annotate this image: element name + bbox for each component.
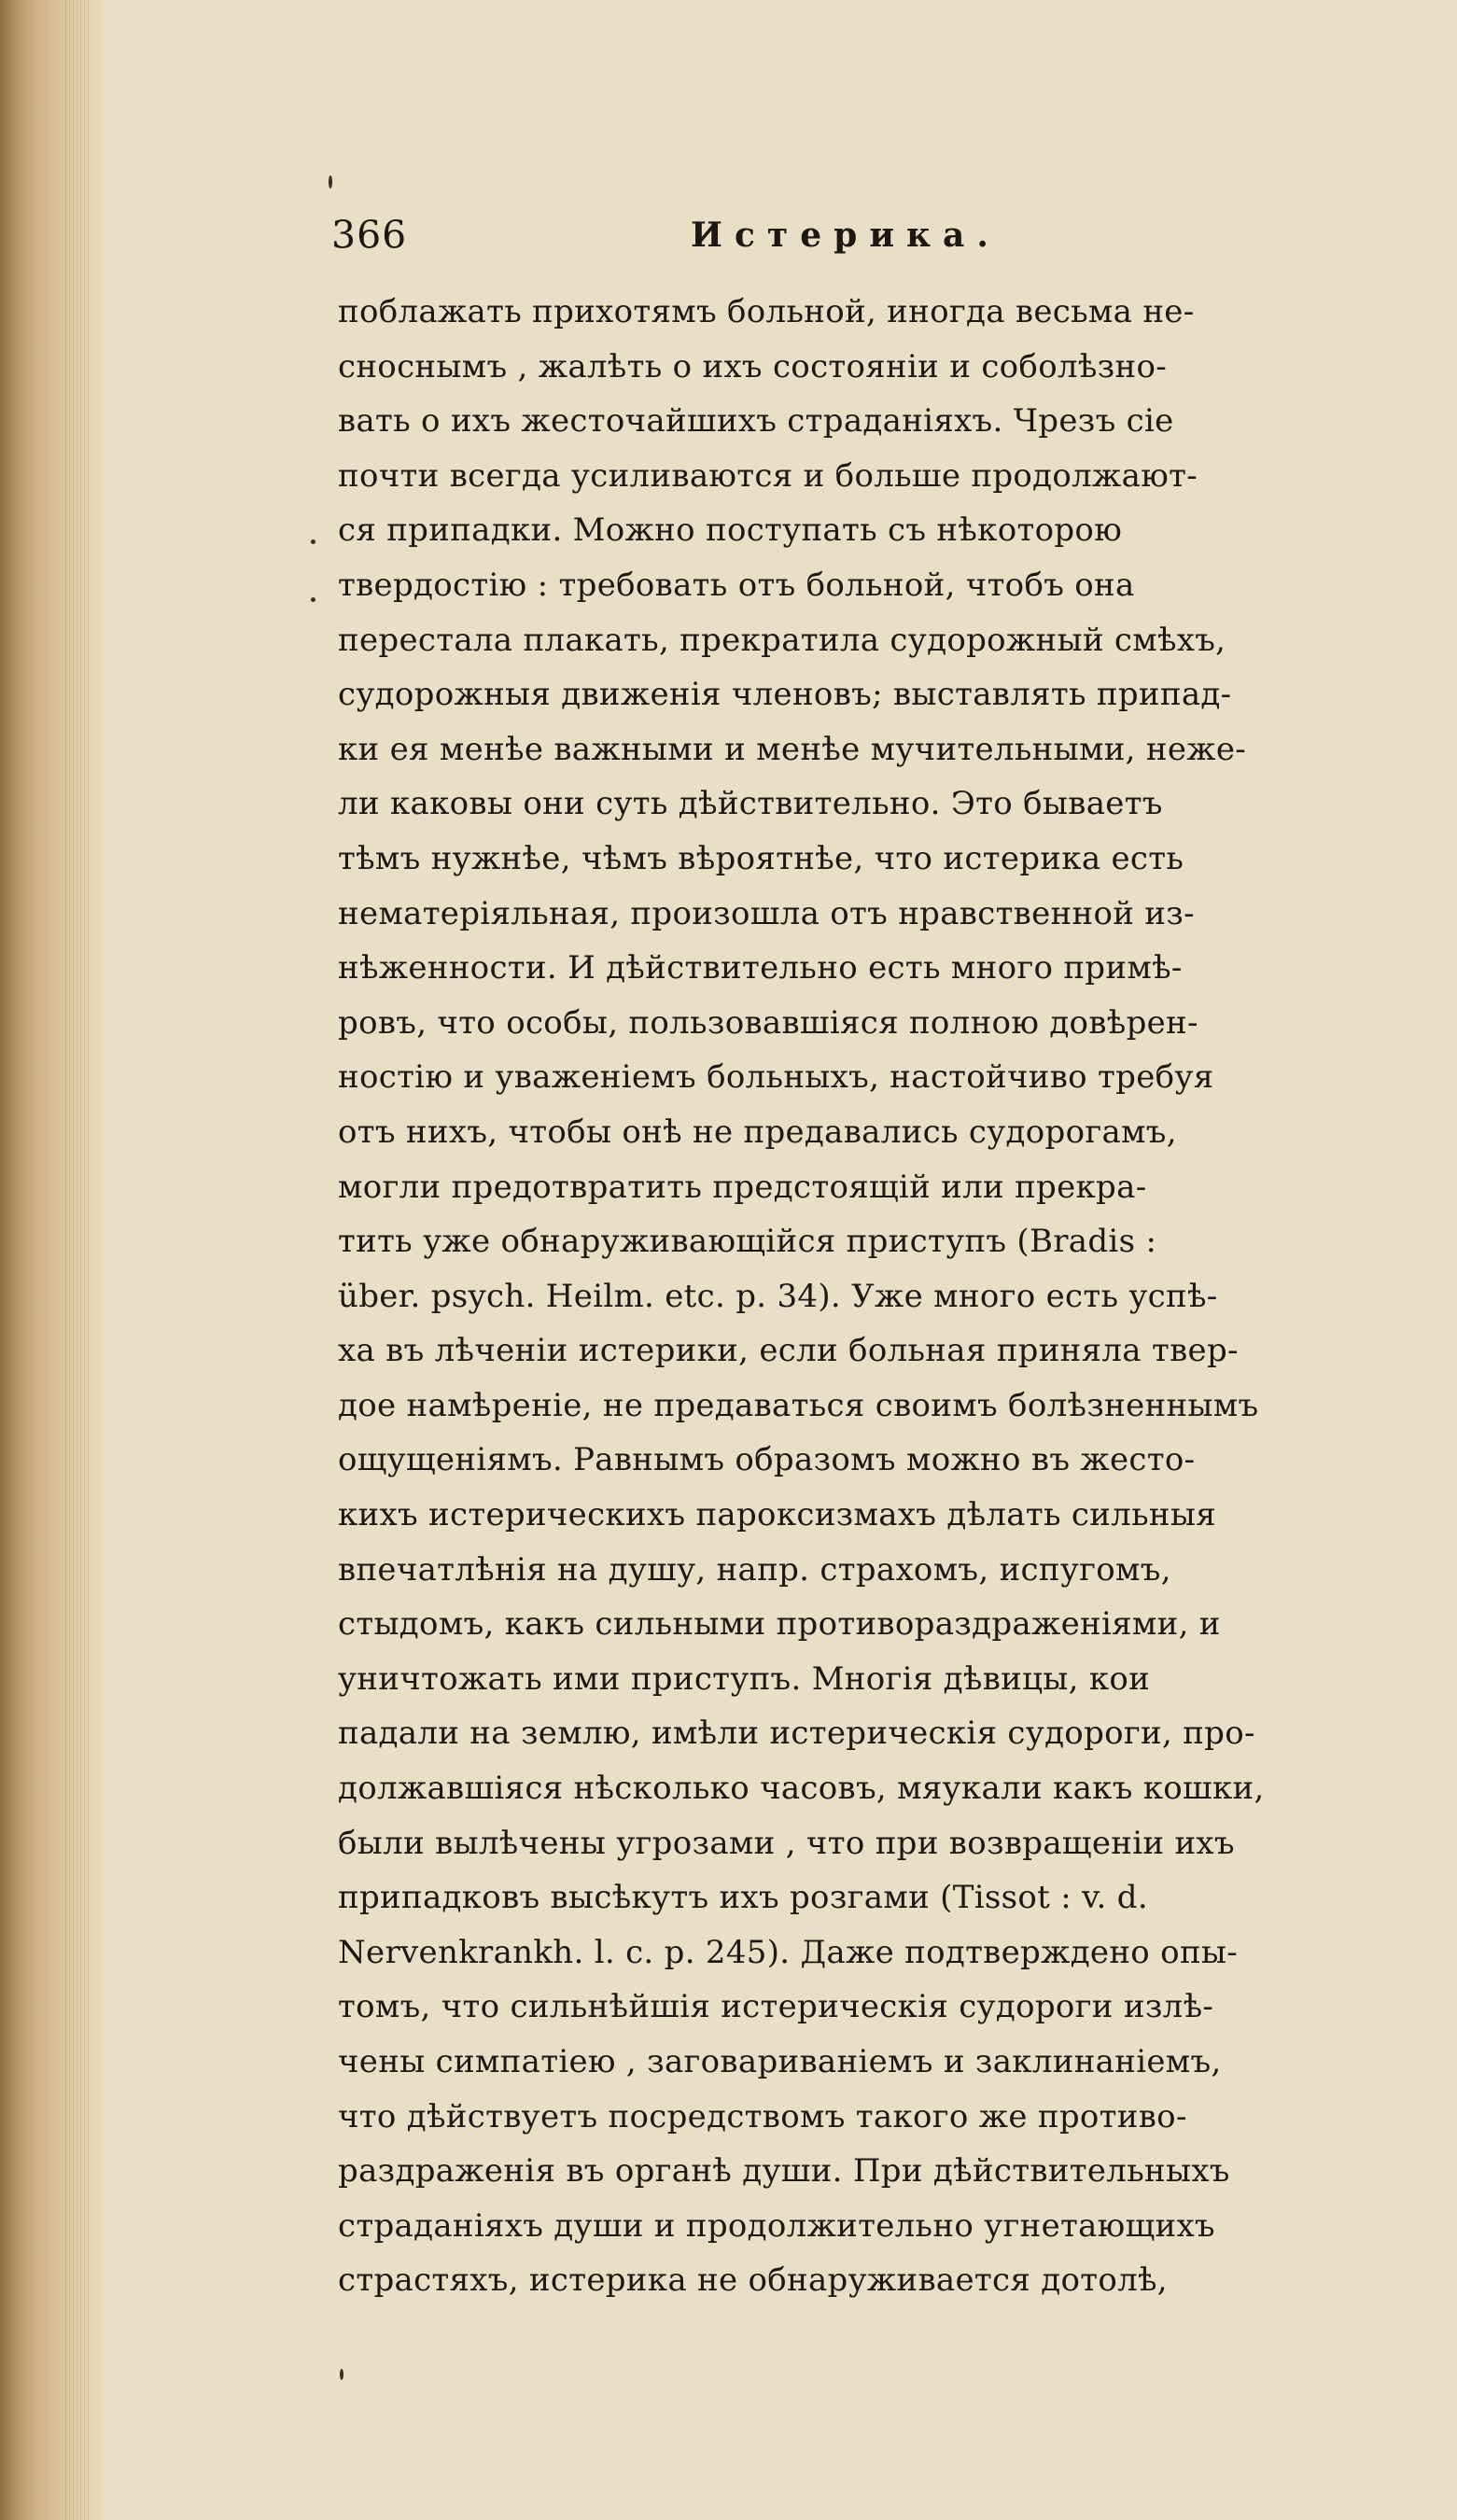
running-header <box>331 207 1059 263</box>
page-number: 366 <box>331 213 408 258</box>
text-line: über. psych. Heilm. etc. p. 34). Уже много есть успѣ- <box>338 1277 1218 1315</box>
body-text <box>338 285 1439 2308</box>
text-line: ровъ, что особы, пользовавшіяся полною довѣрен- <box>338 1003 1198 1042</box>
text-line: судорожныя движенія членовъ; выставлять припад- <box>338 676 1232 714</box>
text-line: что дѣйствуетъ посредствомъ такого же противо- <box>338 2097 1187 2135</box>
text-line: нематеріяльная, произошла отъ нравственной из- <box>338 894 1195 932</box>
text-line: страстяхъ, истерика не обнаруживается дотолѣ, <box>338 2261 1168 2300</box>
text-line: раздраженія въ органѣ души. При дѣйствительныхъ <box>338 2152 1230 2191</box>
text-line: тить уже обнаруживающійся приступъ (Bradis : <box>338 1223 1157 1261</box>
text-line: страданіяхъ души и продолжительно угнетающихъ <box>338 2206 1215 2245</box>
paper-speck <box>340 2369 343 2380</box>
text-line: тѣмъ нужнѣе, чѣмъ вѣроятнѣе, что истерика есть <box>338 839 1184 877</box>
text-line: отъ нихъ, чтобы онѣ не предавались судорогамъ, <box>338 1113 1177 1151</box>
text-line: ся припадки. Можно поступать съ нѣкоторою <box>338 511 1123 550</box>
text-line: сноснымъ , жалѣть о ихъ состояніи и соболѣзно- <box>338 347 1168 385</box>
text-line: уничтожать ими приступъ. Многія дѣвицы, кои <box>338 1659 1151 1698</box>
text-line: томъ, что сильнѣйшія истерическія судороги излѣ- <box>338 1988 1214 2026</box>
text-line: нѣженности. И дѣйствительно есть много примѣ- <box>338 949 1183 987</box>
text-line: ощущеніямъ. Равнымъ образомъ можно въ жесто- <box>338 1441 1196 1479</box>
paper-speck <box>329 175 332 189</box>
text-line: кихъ истерическихъ пароксизмахъ дѣлать сильныя <box>338 1496 1216 1534</box>
text-line: были вылѣчены угрозами , что при возвращеніи ихъ <box>338 1824 1235 1862</box>
text-line: должавшіяся нѣсколько часовъ, мяукали какъ кошки, <box>338 1770 1265 1808</box>
paper-speck <box>311 539 315 544</box>
text-line: поблажать прихотямъ больной, иногда весьма не- <box>338 293 1195 330</box>
text-line: ха въ лѣченіи истерики, если больная приняла твер- <box>338 1332 1239 1370</box>
paper-speck <box>311 597 315 602</box>
text-line: почти всегда усиливаются и больше продолжают- <box>338 456 1198 495</box>
text-line: ки ея менѣе важными и менѣе мучительными, неже- <box>338 730 1247 768</box>
text-line: падали на землю, имѣли истерическія судороги, про- <box>338 1715 1255 1753</box>
text-line: Nervenkrankh. l. c. p. 245). Даже подтверждено опы- <box>338 1933 1239 1971</box>
text-line: ностію и уваженіемъ больныхъ, настойчиво требуя <box>338 1058 1214 1097</box>
text-line: припадковъ высѣкутъ ихъ розгами (Tissot : v. d. <box>338 1879 1148 1917</box>
text-line: могли предотвратить предстоящій или прекра- <box>338 1168 1147 1206</box>
text-line: ли каковы они суть дѣйствительно. Это бываетъ <box>338 785 1163 823</box>
text-line: вать о ихъ жесточайшихъ страданіяхъ. Чрезъ сіе <box>338 402 1174 441</box>
text-line: впечатлѣнія на душу, напр. страхомъ, испугомъ, <box>338 1550 1171 1589</box>
text-line: стыдомъ, какъ сильными противораздраженіями, и <box>338 1605 1221 1644</box>
text-line: чены симпатіею , заговариваніемъ и заклинаніемъ, <box>338 2043 1222 2080</box>
running-title: Истерика. <box>691 216 1001 255</box>
text-line: твердостію : требовать отъ больной, чтобъ она <box>338 566 1135 604</box>
text-line: дое намѣреніе, не предаваться своимъ болѣзненнымъ <box>338 1386 1259 1424</box>
text-line: перестала плакать, прекратила судорожный смѣхъ, <box>338 621 1226 659</box>
